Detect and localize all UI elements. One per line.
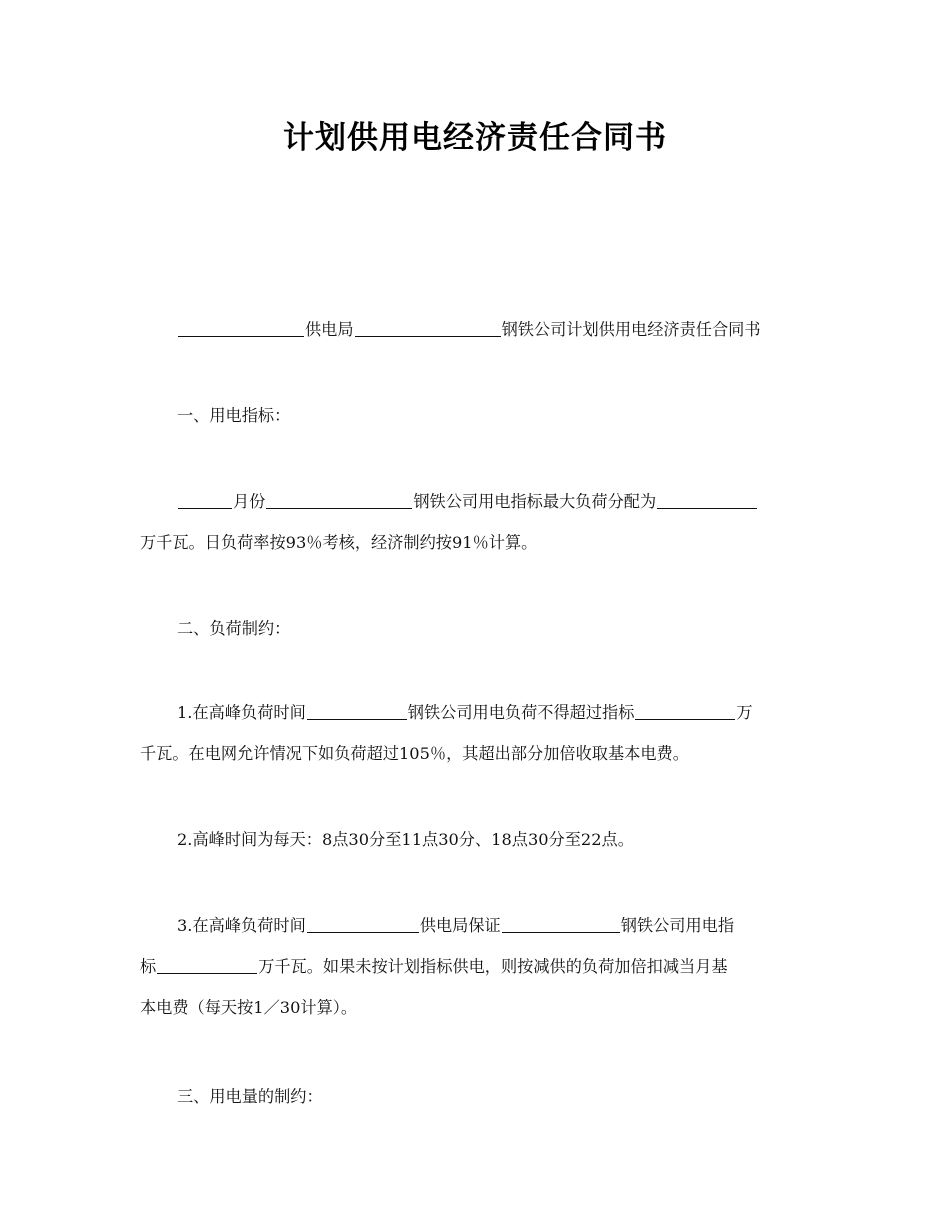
text-segment: 钢铁公司用电指 xyxy=(620,916,735,935)
section-heading-3: 三、用电量的制约： xyxy=(177,1087,323,1106)
text-segment: 标 xyxy=(140,957,157,976)
peak-hours-paragraph: 2.高峰时间为每天：8点30分至11点30分、18点30分至22点。 xyxy=(177,830,634,849)
section-heading-1: 一、用电指标： xyxy=(177,406,291,425)
text-segment: 钢铁公司用电负荷不得超过指标 xyxy=(407,703,635,722)
text-segment: 1.在高峰负荷时间 xyxy=(177,703,306,722)
blank-field[interactable] xyxy=(266,490,412,509)
text-segment: 月份 xyxy=(233,492,266,511)
blank-field[interactable] xyxy=(502,914,620,933)
blank-field[interactable] xyxy=(657,490,757,509)
text-segment: 千瓦。在电网允许情况下如负荷超过105％，其超出部分加倍收取基本电费。 xyxy=(140,744,689,763)
blank-field[interactable] xyxy=(157,955,257,974)
supply-guarantee-paragraph xyxy=(140,905,812,1028)
text-segment: 3.在高峰负荷时间 xyxy=(177,916,306,935)
text-segment: 万千瓦。日负荷率按93％考核，经济制约按91％计算。 xyxy=(140,533,538,552)
load-limit-paragraph xyxy=(140,692,812,774)
blank-field[interactable] xyxy=(178,490,232,509)
section-heading-2: 二、负荷制约： xyxy=(177,619,291,638)
text-segment: 万千瓦。如果未按计划指标供电，则按减供的负荷加倍扣减当月基 xyxy=(258,957,728,976)
document-title: 计划供用电经济责任合同书 xyxy=(283,120,667,156)
text-segment: 钢铁公司用电指标最大负荷分配为 xyxy=(413,492,657,511)
blank-field[interactable] xyxy=(635,701,735,720)
blank-field[interactable] xyxy=(355,318,501,337)
text-segment: 万 xyxy=(736,703,753,722)
text-segment: 本电费（每天按1／30计算）。 xyxy=(140,998,358,1017)
blank-field[interactable] xyxy=(307,914,419,933)
blank-field[interactable] xyxy=(307,701,407,720)
blank-field[interactable] xyxy=(178,318,304,337)
usage-indicator-paragraph xyxy=(140,481,812,563)
contract-heading-line xyxy=(140,309,812,350)
text-segment: 供电局 xyxy=(305,320,354,339)
text-segment: 钢铁公司计划供用电经济责任合同书 xyxy=(501,320,761,339)
text-segment: 供电局保证 xyxy=(419,916,501,935)
